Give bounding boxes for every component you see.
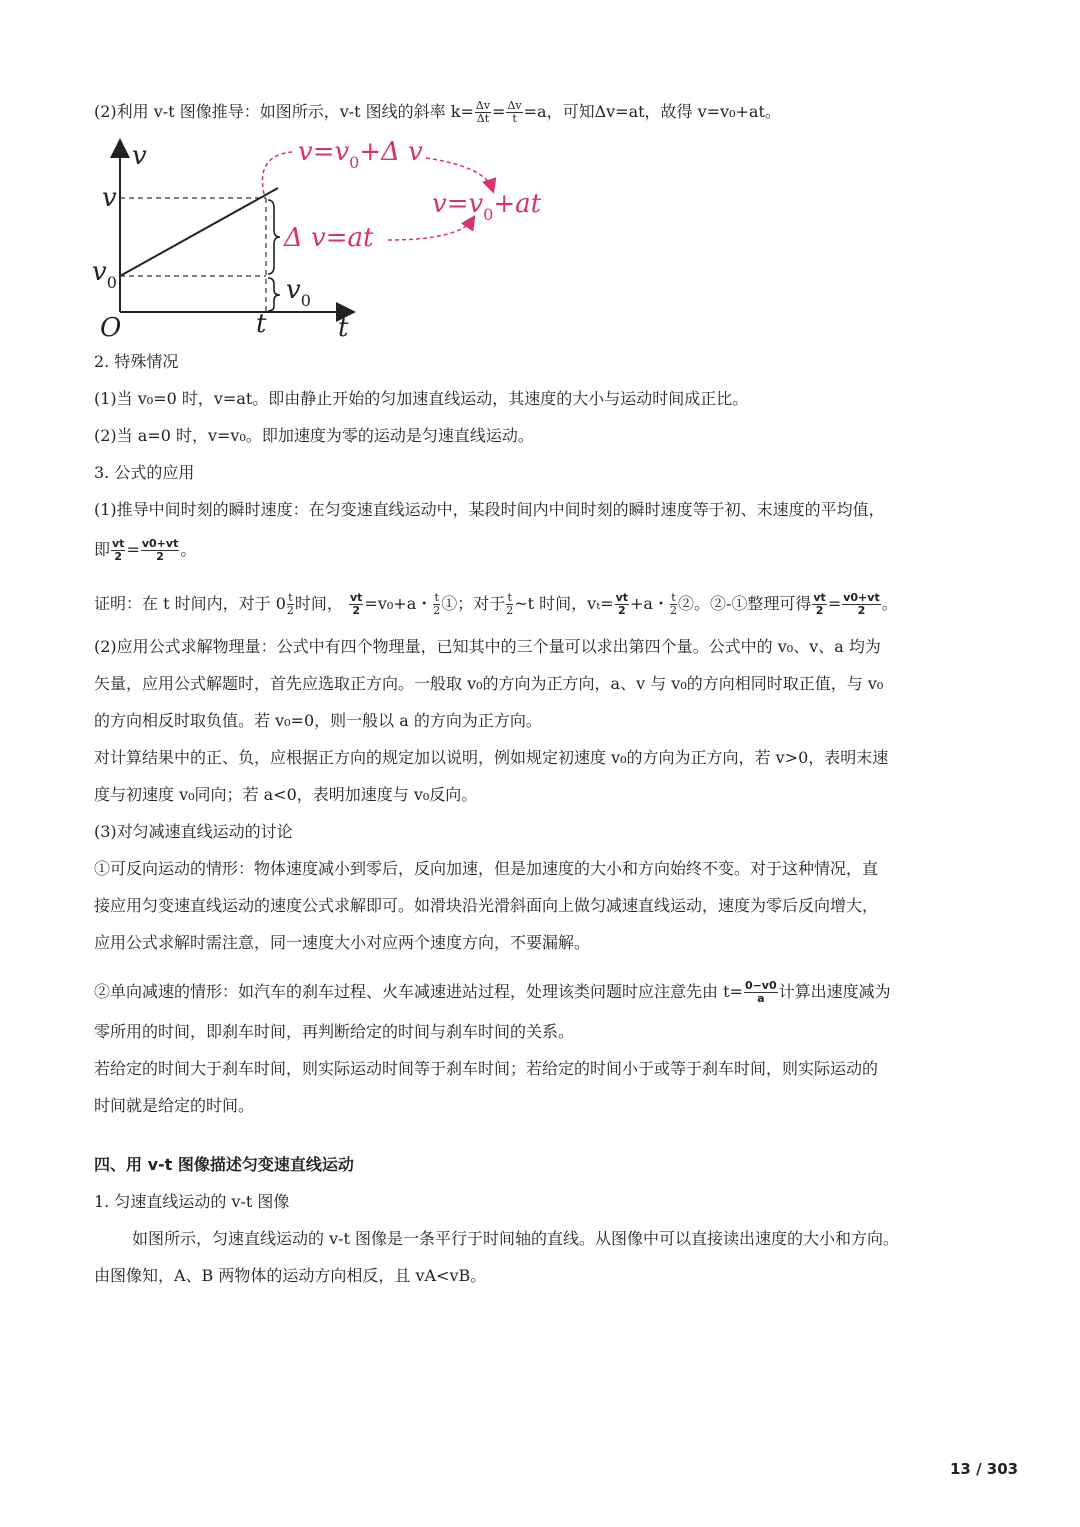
vt-derivation-figure — [88, 136, 558, 346]
v0-brace-label: $v_0$ — [286, 275, 311, 310]
slope-fraction-1: $\frac{\Delta v}{\Delta t}$ — [475, 99, 491, 125]
reversible-case-line-1: ①可反向运动的情形：物体速度减小到零后，反向加速，但是加速度的大小和方向始终不变。对于这种情况，直 — [94, 859, 879, 878]
v-tick-label: v — [102, 183, 117, 213]
v-axis-label: v — [132, 141, 147, 171]
arrow-formula1-to-formula2 — [426, 158, 492, 188]
origin-label: O — [100, 313, 122, 343]
slope-fraction-2: $\frac{\Delta v}{t}$ — [507, 99, 522, 125]
one-way-deceleration-line-2: 零所用的时间，即刹车时间，再判断给定的时间与刹车时间的关系。 — [94, 1022, 575, 1041]
section-4-heading: 四、用 v-t 图像描述匀变速直线运动 — [94, 1155, 354, 1174]
proof-line: 证明：在 t 时间内，对于 0 $\frac{t}{2}$ 时间， $\frac{vt}{2}$ =v₀+a・ $\frac{t}{2}$ ①；对于 $\frac{t}{2}$ ~t 时间，vₜ= $\frac{vt}{2}$ +a・ $\frac{t}{2}$ ②。②-①整理可得 $\frac{vt}{2}$ = $\frac{v0+vt}{2}$ 。 — [94, 591, 898, 617]
slope-text-suffix: =a，可知Δv=at，故得 v=v₀+at。 — [523, 102, 781, 121]
given-time-line-1: 若给定的时间大于刹车时间，则实际运动时间等于刹车时间；若给定的时间小于或等于刹车时间，则实际运动的 — [94, 1059, 879, 1078]
uniform-motion-text-line-1: 如图所示，匀速直线运动的 v-t 图像是一条平行于时间轴的直线。从图像中可以直接读出速度的大小和方向。 — [132, 1229, 900, 1248]
half-t-fraction: $\frac{t}{2}$ — [286, 591, 294, 617]
section-2-title: 2. 特殊情况 — [94, 352, 179, 371]
page-number: 13 / 303 — [950, 1460, 1019, 1478]
brake-time-fraction: $\frac{0-v0}{a}$ — [744, 979, 777, 1005]
reversible-case-line-2: 接应用匀变速直线运动的速度公式求解即可。如滑块沿光滑斜面向上做匀减速直线运动，速度为零后反向增大， — [94, 896, 879, 915]
t-axis-label: t — [338, 313, 349, 343]
formula-v-equals-v0-plus-at: $v=v_0+at$ — [432, 189, 542, 224]
v-half-t-fraction: $\frac{vt}{2}$ — [349, 591, 363, 617]
slope-derivation-line: (2)利用 v-t 图像推导：如图所示，v-t 图线的斜率 k= $\frac{\Delta v}{\Delta t}$ = $\frac{\Delta v}{t}$ =a，可知Δv=at，故得 v=v₀+at。 — [94, 99, 781, 125]
delta-v-brace — [268, 200, 280, 274]
sign-text-line-1: 对计算结果中的正、负，应根据正方向的规定加以说明，例如规定初速度 v₀的方向为正方向，若 v>0，表明末速 — [94, 748, 889, 767]
slope-text-prefix: (2)利用 v-t 图像推导：如图所示，v-t 图线的斜率 k= — [94, 102, 474, 121]
v-half-t-fraction: $\frac{vt}{2}$ — [813, 591, 826, 617]
application-text-line-3: 的方向相反时取负值。若 v₀=0，则一般以 a 的方向为正方向。 — [94, 711, 542, 730]
half-t-fraction: $\frac{t}{2}$ — [506, 591, 514, 617]
uniform-motion-vt-title: 1. 匀速直线运动的 v-t 图像 — [94, 1192, 290, 1211]
special-case-1: (1)当 v₀=0 时，v=at。即由静止开始的匀加速直线运动，其速度的大小与运动时间成正比。 — [94, 389, 749, 408]
delta-v-equals-at-label: Δ v=at — [284, 223, 374, 253]
midpoint-velocity-text: (1)推导中间时刻的瞬时速度：在匀变速直线运动中，某段时间内中间时刻的瞬时速度等于初、末速度的平均值， — [94, 500, 885, 519]
sign-text-line-2: 度与初速度 v₀同向；若 a<0，表明加速度与 v₀反向。 — [94, 785, 478, 804]
formula-v-equals-v0-plus-delta-v: $v=v_0+\Delta$ v — [298, 137, 423, 172]
section-3-title: 3. 公式的应用 — [94, 463, 195, 482]
velocity-line — [120, 188, 278, 276]
reversible-case-line-3: 应用公式求解时需注意，同一速度大小对应两个速度方向，不要漏解。 — [94, 933, 591, 952]
average-velocity-fraction: $\frac{v0+vt}{2}$ — [843, 591, 880, 617]
v-half-t-fraction: $\frac{vt}{2}$ — [112, 537, 125, 563]
t-tick-label: t — [256, 309, 267, 339]
average-velocity-fraction: $\frac{v0+vt}{2}$ — [141, 537, 179, 563]
application-text-line-2: 矢量，应用公式解题时，首先应选取正方向。一般取 v₀的方向为正方向，a、v 与 v₀的方向相同时取正值，与 v₀ — [94, 674, 884, 693]
v0-tick-label: $v_0$ — [92, 257, 117, 292]
given-time-line-2: 时间就是给定的时间。 — [94, 1096, 255, 1115]
midpoint-formula-line: 即 $\frac{vt}{2}$ = $\frac{v0+vt}{2}$ 。 — [94, 537, 197, 563]
one-way-deceleration-line-1: ②单向减速的情形：如汽车的刹车过程、火车减速进站过程，处理该类问题时应注意先由 t= $\frac{0-v0}{a}$ 计算出速度减为 — [94, 979, 891, 1005]
deceleration-discussion-title: (3)对匀减速直线运动的讨论 — [94, 822, 293, 841]
v0-brace — [268, 278, 280, 311]
half-t-fraction: $\frac{t}{2}$ — [669, 591, 677, 617]
v-half-t-fraction: $\frac{vt}{2}$ — [615, 591, 629, 617]
uniform-motion-text-line-2: 由图像知，A、B 两物体的运动方向相反，且 vA<vB。 — [94, 1266, 487, 1285]
application-text-line-1: (2)应用公式求解物理量：公式中有四个物理量，已知其中的三个量可以求出第四个量。公式中的 v₀、v、a 均为 — [94, 637, 881, 656]
special-case-2: (2)当 a=0 时，v=v₀。即加速度为零的运动是匀速直线运动。 — [94, 426, 534, 445]
half-t-fraction: $\frac{t}{2}$ — [433, 591, 441, 617]
arrow-delta-v-to-formula2 — [388, 220, 472, 240]
